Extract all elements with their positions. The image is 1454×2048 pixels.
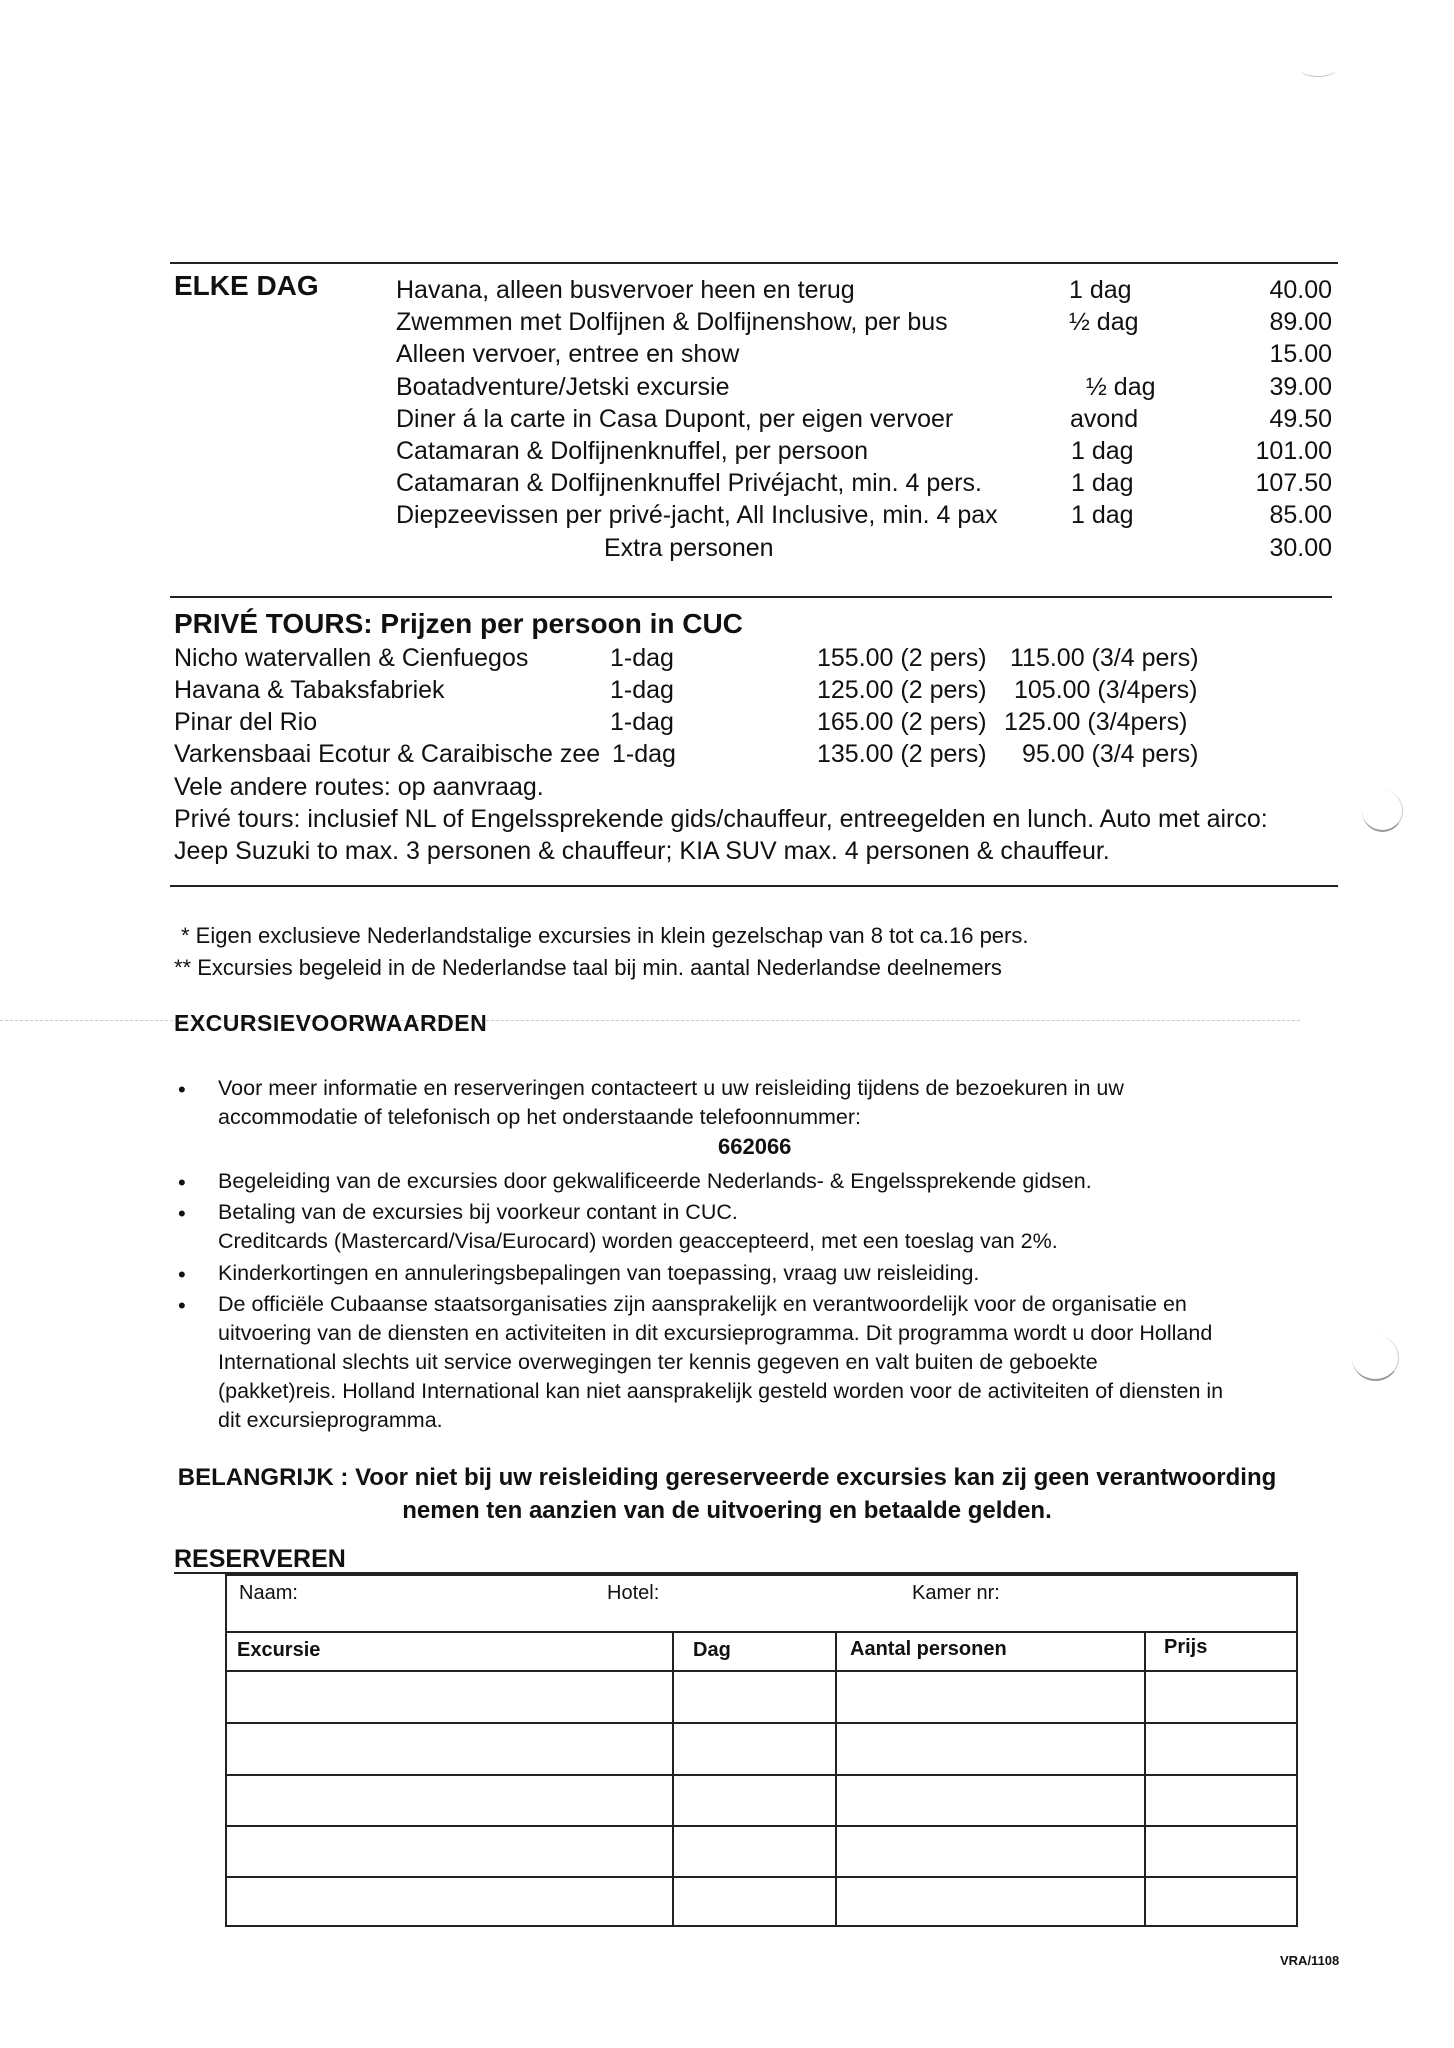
excursion-duration: ½ dag — [1086, 373, 1156, 401]
excursion-price: 89.00 — [1269, 308, 1332, 336]
bullet-icon: • — [178, 1201, 186, 1226]
tour-price-34pers: 115.00 (3/4 pers) — [1010, 644, 1199, 672]
excursie-cell[interactable] — [227, 1672, 670, 1720]
excursion-desc: Boatadventure/Jetski excursie — [396, 373, 730, 401]
excursion-row — [396, 338, 1338, 370]
excursion-duration: 1 dag — [1069, 276, 1132, 304]
prive-info-line: Privé tours: inclusief NL of Engelssprekende gids/chauffeur, entreegelden en lunch. Auto met airco: — [174, 805, 1268, 833]
other-routes: Vele andere routes: op aanvraag. — [174, 773, 544, 801]
excursion-price: 107.50 — [1255, 469, 1332, 497]
conditions-text: De officiële Cubaanse staatsorganisaties zijn aansprakelijk en verantwoordelijk voor de organisatie en — [218, 1292, 1187, 1316]
bullet-icon: • — [178, 1170, 186, 1195]
col-dag: Dag — [693, 1639, 731, 1661]
excursion-price: 30.00 — [1269, 534, 1332, 562]
excursion-duration: 1 dag — [1071, 501, 1134, 529]
prijs-cell[interactable] — [1146, 1672, 1296, 1720]
conditions-text: Voor meer informatie en reserveringen contacteert u uw reisleiding tijdens de bezoekuren in uw — [218, 1076, 1124, 1100]
tour-name: Pinar del Rio — [174, 708, 318, 736]
conditions-text: accommodatie of telefonisch op het onderstaande telefoonnummer: — [218, 1105, 862, 1129]
tour-row — [174, 738, 1324, 770]
excursion-desc: Extra personen — [604, 534, 774, 562]
scan-mark — [1362, 790, 1403, 832]
divider-prive — [170, 596, 1332, 598]
conditions-text: Kinderkortingen en annuleringsbepalingen van toepassing, vraag uw reisleiding. — [218, 1261, 980, 1285]
excursion-desc: Alleen vervoer, entree en show — [396, 340, 740, 368]
tour-price-2pers: 125.00 (2 pers) — [817, 676, 987, 704]
tour-name: Havana & Tabaksfabriek — [174, 676, 445, 704]
voorwaarden-title: EXCURSIEVOORWAARDEN — [174, 1010, 488, 1036]
tour-duration: 1-dag — [610, 708, 674, 736]
excursion-price: 85.00 — [1269, 501, 1332, 529]
excursion-row — [396, 403, 1338, 435]
tour-duration: 1-dag — [610, 676, 674, 704]
tour-name: Varkensbaai Ecotur & Caraibische zee — [174, 740, 601, 768]
elke-dag-title: ELKE DAG — [174, 270, 319, 301]
excursion-desc: Catamaran & Dolfijnenknuffel, per persoon — [396, 437, 869, 465]
excursion-row — [396, 467, 1338, 499]
form-line — [227, 1876, 1296, 1878]
bullet-icon: • — [178, 1293, 186, 1318]
tour-price-34pers: 125.00 (3/4pers) — [1004, 708, 1188, 736]
aantal-cell[interactable] — [837, 1672, 1142, 1720]
conditions-text: Betaling van de excursies bij voorkeur contant in CUC. — [218, 1200, 738, 1224]
excursion-price: 40.00 — [1269, 276, 1332, 304]
tour-price-34pers: 95.00 (3/4 pers) — [1022, 740, 1199, 768]
form-line — [227, 1774, 1296, 1776]
excursion-desc: Zwemmen met Dolfijnen & Dolfijnenshow, per bus — [396, 308, 948, 336]
tour-price-2pers: 155.00 (2 pers) — [817, 644, 987, 672]
scan-mark — [1300, 62, 1336, 77]
conditions-text: uitvoering van de diensten en activiteiten in dit excursieprogramma. Dit programma wordt u door Holland — [218, 1321, 1213, 1345]
phone-number: 662066 — [718, 1134, 792, 1159]
divider-notes — [170, 885, 1338, 887]
dag-cell[interactable] — [674, 1672, 833, 1720]
bullet-icon: • — [178, 1262, 186, 1287]
tour-price-2pers: 165.00 (2 pers) — [817, 708, 987, 736]
reservation-form — [225, 1574, 1298, 1927]
prive-info-line: Jeep Suzuki to max. 3 personen & chauffeur; KIA SUV max. 4 personen & chauffeur. — [174, 837, 1110, 865]
form-line — [227, 1825, 1296, 1827]
note-dutch: ** Excursies begeleid in de Nederlandse taal bij min. aantal Nederlandse deelnemers — [174, 955, 1002, 980]
prive-tours-title: PRIVÉ TOURS: Prijzen per persoon in CUC — [174, 608, 743, 639]
kamer-label: Kamer nr: — [912, 1582, 1000, 1604]
document-code: VRA/1108 — [1280, 1953, 1340, 1968]
tour-row — [174, 674, 1324, 706]
naam-label: Naam: — [239, 1582, 298, 1604]
divider-top — [170, 262, 1338, 264]
tour-price-2pers: 135.00 (2 pers) — [817, 740, 987, 768]
tour-row — [174, 706, 1324, 738]
excursion-duration: 1 dag — [1071, 437, 1134, 465]
excursion-price: 39.00 — [1269, 373, 1332, 401]
conditions-text: Creditcards (Mastercard/Visa/Eurocard) worden geaccepteerd, met een toeslag van 2%. — [218, 1229, 1058, 1253]
form-line — [227, 1631, 1296, 1633]
excursion-duration: ½ dag — [1069, 308, 1139, 336]
hotel-label: Hotel: — [607, 1582, 660, 1604]
excursion-desc: Catamaran & Dolfijnenknuffel Privéjacht, min. 4 pers. — [396, 469, 982, 497]
col-excursie: Excursie — [237, 1639, 321, 1661]
excursion-row — [396, 306, 1338, 338]
excursion-price: 101.00 — [1255, 437, 1332, 465]
conditions-text: dit excursieprogramma. — [218, 1408, 443, 1432]
conditions-text: (pakket)reis. Holland International kan niet aansprakelijk gesteld worden voor de activiteiten of diensten in — [218, 1379, 1224, 1403]
form-line — [227, 1722, 1296, 1724]
excursion-row — [396, 274, 1338, 306]
excursion-price: 49.50 — [1269, 405, 1332, 433]
reserveren-title: RESERVEREN — [174, 1545, 346, 1573]
note-exclusive: * Eigen exclusieve Nederlandstalige excursies in klein gezelschap van 8 tot ca.16 pers. — [181, 923, 1029, 948]
excursion-desc: Diepzeevissen per privé-jacht, All Inclusive, min. 4 pax — [396, 501, 998, 529]
bullet-icon: • — [178, 1077, 186, 1102]
tour-price-34pers: 105.00 (3/4pers) — [1014, 676, 1198, 704]
tour-name: Nicho watervallen & Cienfuegos — [174, 644, 529, 672]
conditions-text: International slechts uit service overwegingen ter kennis gegeven en valt buiten de geboekte — [218, 1350, 1098, 1374]
col-prijs: Prijs — [1164, 1636, 1208, 1658]
important-notice: BELANGRIJK : Voor niet bij uw reisleiding gereserveerde excursies kan zij geen verantwoording — [177, 1464, 1277, 1491]
excursion-row — [396, 532, 1338, 564]
tour-duration: 1-dag — [610, 644, 674, 672]
excursion-duration: 1 dag — [1071, 469, 1134, 497]
conditions-text: Begeleiding van de excursies door gekwalificeerde Nederlands- & Engelssprekende gidsen. — [218, 1169, 1092, 1193]
tour-duration: 1-dag — [612, 740, 676, 768]
scan-mark — [1352, 1335, 1399, 1381]
excursion-duration: avond — [1070, 405, 1139, 433]
excursion-row — [396, 371, 1338, 403]
excursion-desc: Havana, alleen busvervoer heen en terug — [396, 276, 855, 304]
excursion-desc: Diner á la carte in Casa Dupont, per eigen vervoer — [396, 405, 954, 433]
excursion-price: 15.00 — [1269, 340, 1332, 368]
excursion-row — [396, 435, 1338, 467]
col-aantal: Aantal personen — [850, 1638, 1007, 1660]
excursion-row — [396, 499, 1338, 531]
tour-row — [174, 642, 1324, 674]
important-notice: nemen ten aanzien van de uitvoering en betaalde gelden. — [402, 1497, 1052, 1524]
